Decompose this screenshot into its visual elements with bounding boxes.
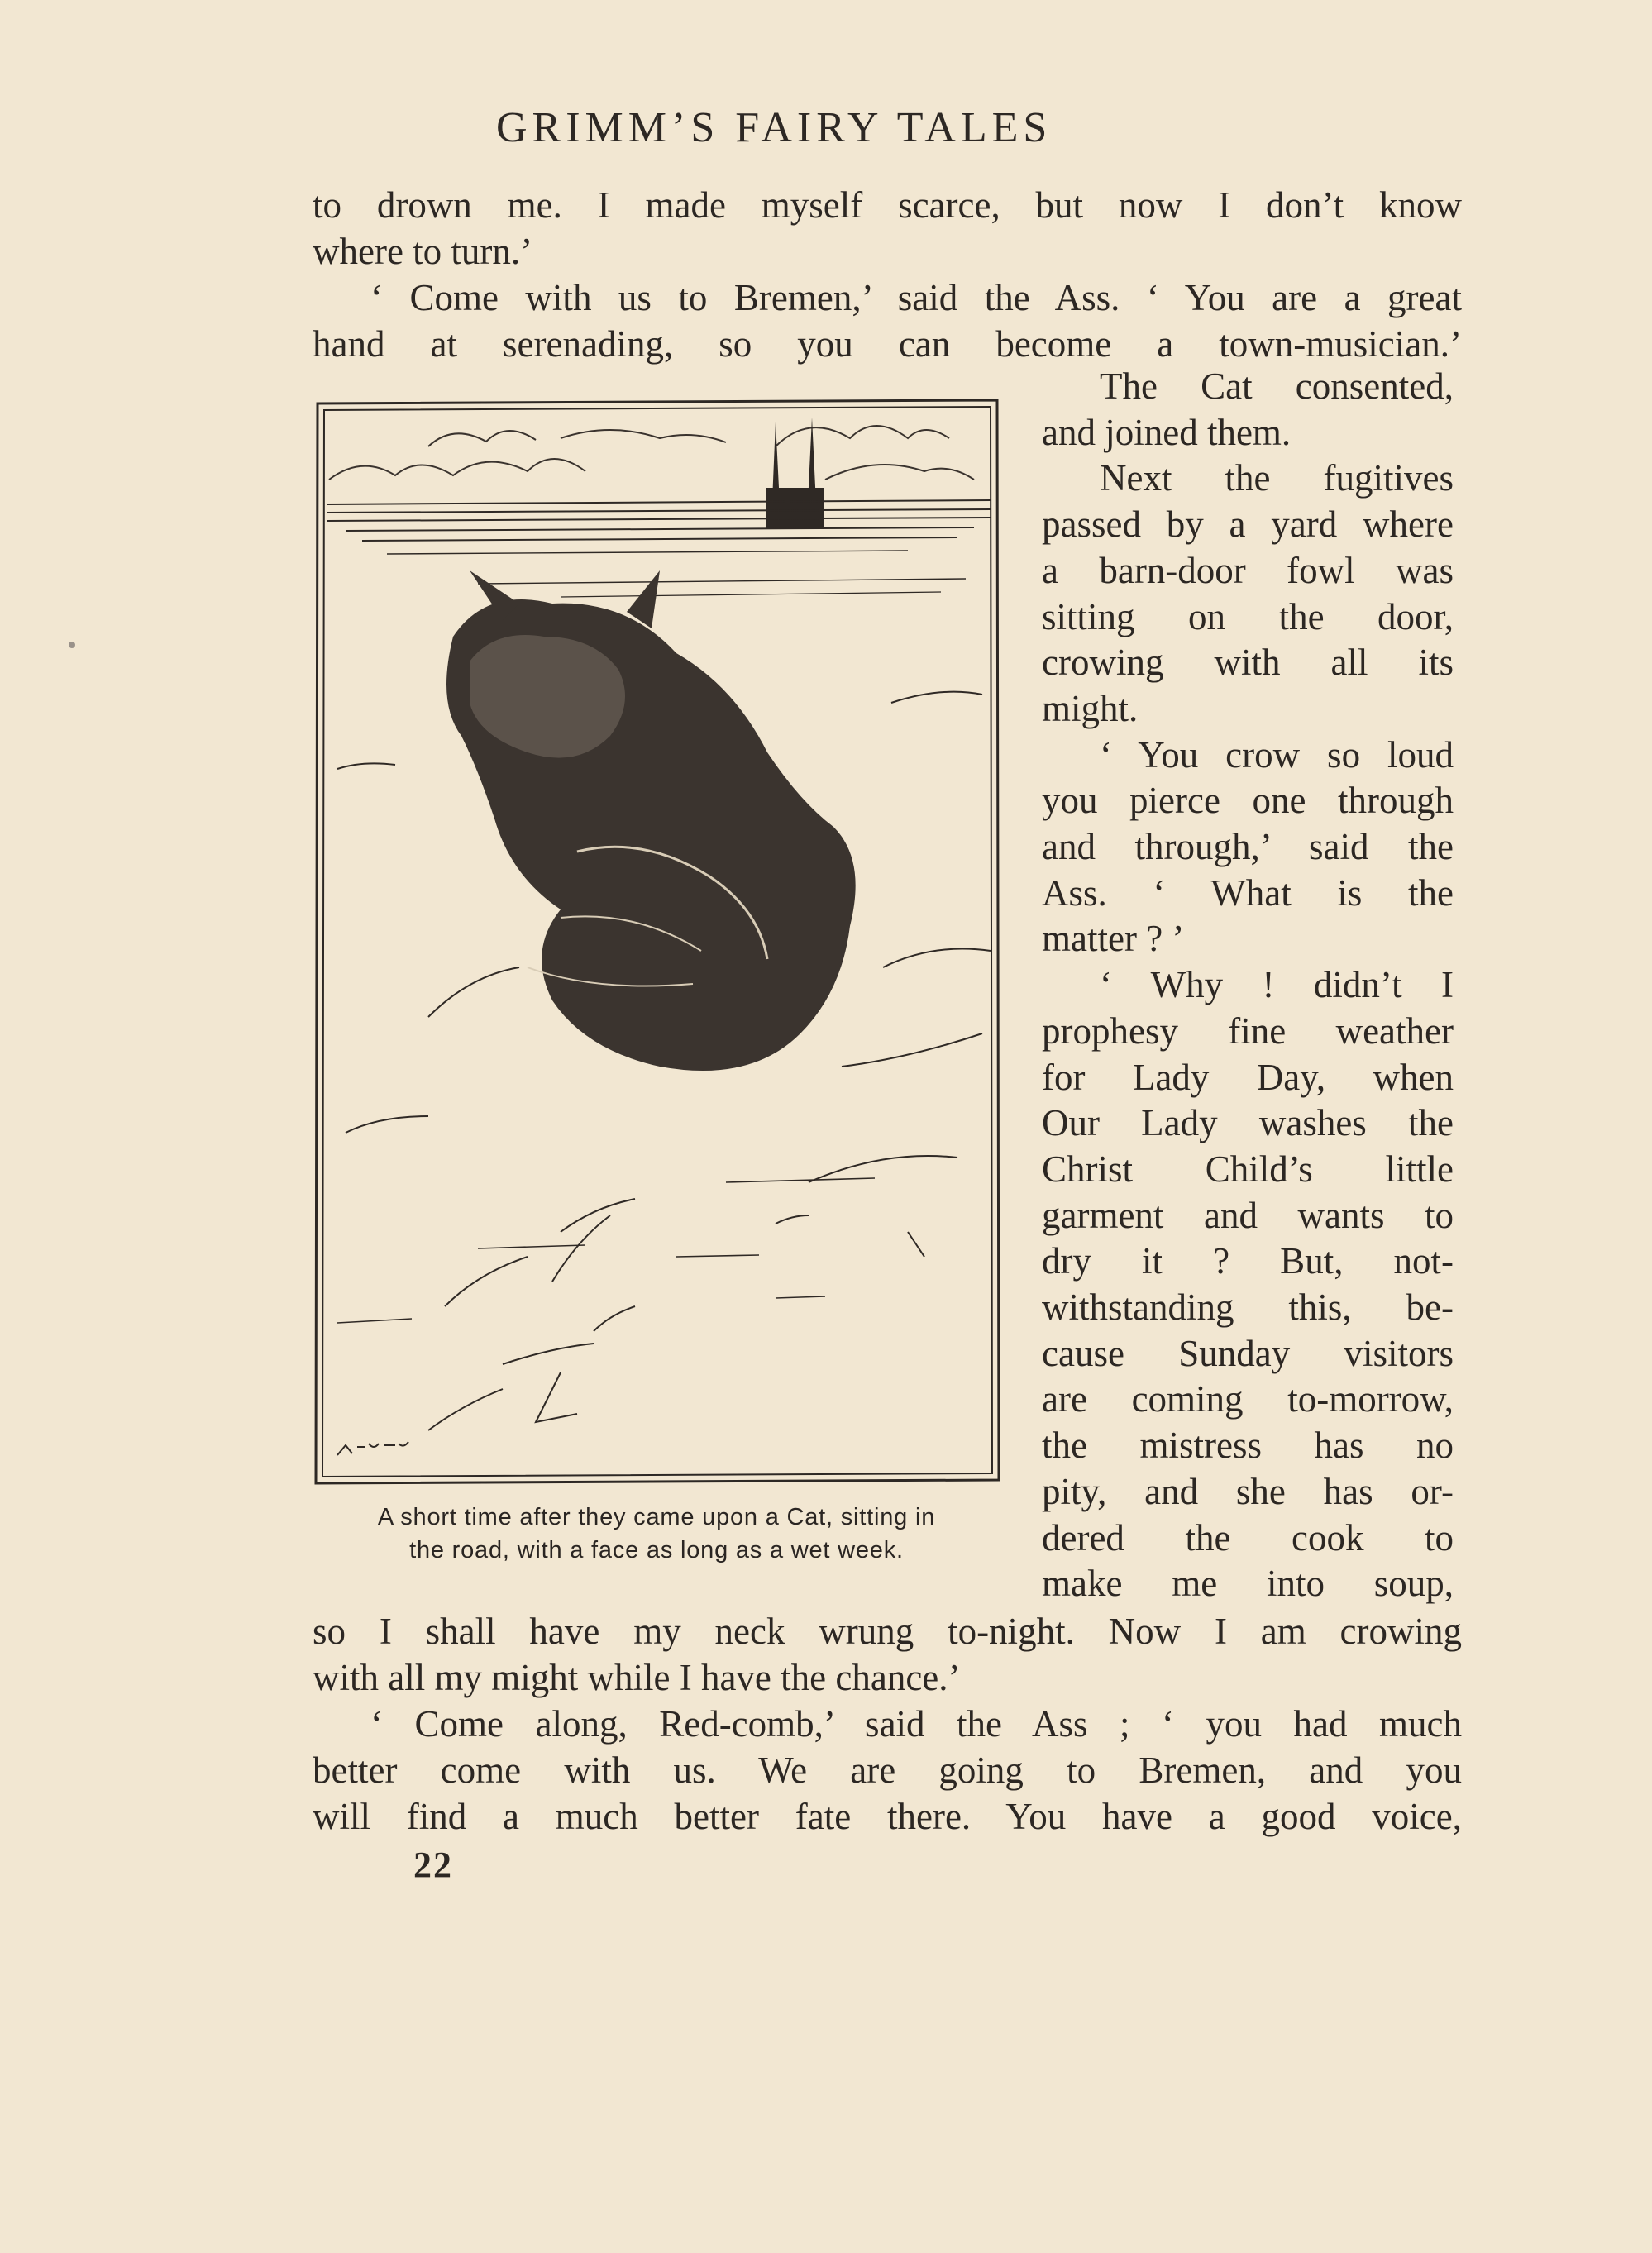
- text-line: The Cat consented,: [1100, 365, 1454, 407]
- text-line: dered the cook to: [1042, 1516, 1454, 1558]
- text-line: Next the fugitives: [1100, 457, 1454, 499]
- text-line: ‘ Come along, Red-comb,’ said the Ass ; ‘ you had much: [370, 1703, 1462, 1745]
- text-line: might.: [1042, 687, 1139, 729]
- text-line: pity, and she has or-: [1042, 1470, 1454, 1512]
- text-line: make me into soup,: [1042, 1563, 1454, 1605]
- text-line: to drown me. I made myself scarce, but now I don’t know: [313, 184, 1462, 226]
- text-line: are coming to-morrow,: [1042, 1378, 1454, 1420]
- text-line: Our Lady washes the: [1042, 1102, 1454, 1144]
- caption-line: the road, with a face as long as a wet week.: [409, 1537, 904, 1563]
- text-line: with all my might while I have the chance.’: [313, 1657, 961, 1698]
- top-paragraphs: [313, 182, 1462, 367]
- caption-line: A short time after they came upon a Cat, sitting in: [377, 1504, 936, 1530]
- text-line: Ass. ‘ What is the: [1042, 871, 1454, 914]
- illustration-caption: [322, 1501, 991, 1567]
- text-line: Christ Child’s little: [1042, 1148, 1454, 1190]
- paper-speck: [69, 642, 75, 648]
- text-line: so I shall have my neck wrung to-night. Now I am crowing: [313, 1611, 1462, 1652]
- text-line: and joined them.: [1042, 411, 1292, 453]
- text-line: will find a much better fate there. You have a good voice,: [313, 1796, 1462, 1837]
- text-line: where to turn.’: [313, 231, 533, 272]
- text-line: crowing with all its: [1042, 642, 1454, 684]
- text-line: dry it ? But, not-: [1042, 1240, 1454, 1282]
- text-line: prophesy fine weather: [1042, 1010, 1454, 1052]
- side-paragraphs: [1042, 364, 1454, 1607]
- text-line: the mistress has no: [1042, 1425, 1454, 1467]
- bottom-paragraphs: [313, 1608, 1462, 1840]
- cat-illustration: [313, 389, 1002, 1487]
- text-line: and through,’ said the: [1042, 826, 1454, 868]
- text-line: passed by a yard where: [1042, 504, 1454, 546]
- text-line: sitting on the door,: [1042, 595, 1454, 637]
- text-line: better come with us. We are going to Bremen, and you: [313, 1749, 1462, 1791]
- text-line: hand at serenading, so you can become a town-musician.’: [313, 323, 1462, 365]
- text-line: ‘ You crow so loud: [1100, 733, 1454, 776]
- text-line: matter ? ’: [1042, 918, 1185, 960]
- text-line: you pierce one through: [1042, 780, 1454, 822]
- text-line: withstanding this, be-: [1042, 1286, 1454, 1329]
- text-line: ‘ Why ! didn’t I: [1100, 964, 1454, 1006]
- text-line: for Lady Day, when: [1042, 1056, 1454, 1098]
- page-number: 22: [413, 1845, 453, 1885]
- text-line: garment and wants to: [1042, 1194, 1454, 1236]
- text-line: ‘ Come with us to Bremen,’ said the Ass. ‘ You are a great: [370, 277, 1462, 318]
- text-line: a barn-door fowl was: [1042, 549, 1454, 591]
- text-line: cause Sunday visitors: [1042, 1332, 1454, 1374]
- running-head: GRIMM’S FAIRY TALES: [496, 104, 1053, 151]
